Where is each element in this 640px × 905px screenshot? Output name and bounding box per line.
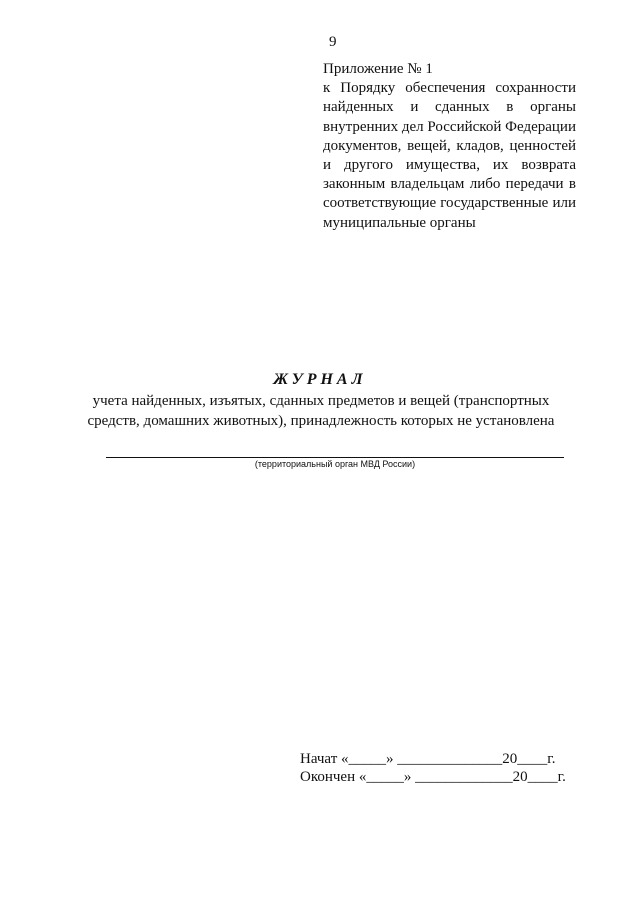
organization-fill-line (106, 457, 564, 458)
page-number: 9 (329, 34, 337, 50)
appendix-text: к Порядку обеспечения сохранности найденных и сданных в органы внутренних дел Российской Федерации документов, вещей, кладов, ценностей и другого имущества, их возврата законным владельцам либо передачи в соответствующие государственные или муниципальные органы (323, 80, 576, 231)
journal-subtitle: учета найденных, изъятых, сданных предметов и вещей (транспортных средств, домашних животных), принадлежность которых не установлена (87, 393, 555, 429)
appendix-block (323, 60, 576, 233)
organization-caption: (территориальный орган МВД России) (254, 459, 416, 469)
dates-block (300, 750, 566, 786)
date-finished: Окончен «_____» _____________20____г. (300, 769, 566, 785)
journal-title: ЖУРНАЛ (273, 371, 367, 388)
date-started: Начат «_____» ______________20____г. (300, 751, 556, 767)
appendix-title: Приложение № 1 (323, 61, 433, 77)
